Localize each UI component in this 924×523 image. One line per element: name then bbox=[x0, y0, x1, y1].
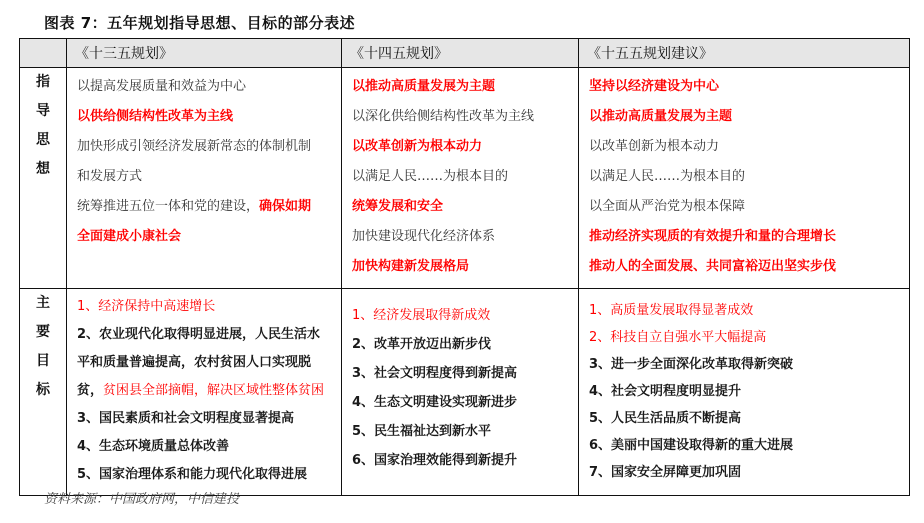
list-item: 2、改革开放迈出新步伐 bbox=[352, 337, 492, 352]
cell-15th-goals bbox=[579, 289, 910, 496]
row-label-char: 思 bbox=[36, 132, 50, 148]
list-item: 4、生态环境质量总体改善 bbox=[77, 439, 230, 454]
list-item: 以满足人民……为根本目的 bbox=[352, 169, 509, 184]
row-label-main-goals bbox=[20, 289, 67, 496]
list-item: 加快构建新发展格局 bbox=[352, 259, 470, 274]
row-label-char: 想 bbox=[36, 161, 50, 177]
row-label-char: 主 bbox=[36, 295, 50, 311]
list-item: 推动人的全面发展、共同富裕迈出坚实步伐 bbox=[589, 259, 837, 274]
list-item: 以改革创新为根本动力 bbox=[589, 139, 720, 154]
list-item: 4、社会文明程度明显提升 bbox=[589, 384, 742, 399]
list-item: 1、高质量发展取得显著成效 bbox=[589, 303, 754, 318]
highlighted-text: 确保如期 bbox=[259, 199, 312, 214]
list-item: 3、社会文明程度得到新提高 bbox=[352, 366, 518, 381]
list-item: 以供给侧结构性改革为主线 bbox=[77, 109, 234, 124]
cell-13th-guiding bbox=[67, 68, 342, 289]
list-item: 推动经济实现质的有效提升和量的合理增长 bbox=[589, 229, 837, 244]
list-item: 5、国家治理体系和能力现代化取得进展 bbox=[77, 467, 308, 482]
row-label-char: 要 bbox=[36, 324, 50, 340]
list-item: 1、经济保持中高速增长 bbox=[77, 299, 216, 314]
list-item: 2、农业现代化取得明显进展，人民生活水 bbox=[77, 327, 321, 342]
figure-title: 图表 7：五年规划指导思想、目标的部分表述 bbox=[44, 14, 356, 32]
list-item: 以推动高质量发展为主题 bbox=[589, 109, 733, 124]
list-item: 统筹发展和安全 bbox=[352, 199, 444, 214]
header-14th-plan: 《十四五规划》 bbox=[342, 39, 579, 68]
row-label-guiding-thought bbox=[20, 68, 67, 289]
list-item: 6、国家治理效能得到新提升 bbox=[352, 453, 518, 468]
list-item: 4、生态文明建设实现新进步 bbox=[352, 395, 518, 410]
list-item: 6、美丽中国建设取得新的重大进展 bbox=[589, 438, 794, 453]
row-label-char: 目 bbox=[36, 353, 50, 369]
plain-text: 贫， bbox=[77, 383, 104, 398]
header-corner-cell bbox=[20, 39, 67, 68]
header-15th-plan-proposal: 《十五五规划建议》 bbox=[579, 39, 910, 68]
list-item: 全面建成小康社会 bbox=[77, 229, 182, 244]
list-item: 加快建设现代化经济体系 bbox=[352, 229, 496, 244]
list-item: 以深化供给侧结构性改革为主线 bbox=[352, 109, 535, 124]
row-main-goals bbox=[20, 289, 910, 496]
list-item: 以推动高质量发展为主题 bbox=[352, 79, 496, 94]
list-item: 坚持以经济建设为中心 bbox=[589, 79, 720, 94]
highlighted-text: 贫困县全部摘帽，解决区域性整体贫困 bbox=[103, 383, 325, 398]
source-note: 资料来源：中国政府网，中信建投 bbox=[44, 492, 240, 507]
list-item: 以改革创新为根本动力 bbox=[352, 139, 483, 154]
list-item: 平和质量普遍提高，农村贫困人口实现脱 bbox=[77, 355, 312, 370]
row-guiding-thought bbox=[20, 68, 910, 289]
list-item: 和发展方式 bbox=[77, 169, 143, 184]
list-item: 加快形成引领经济发展新常态的体制机制 bbox=[77, 139, 312, 154]
list-item: 2、科技自立自强水平大幅提高 bbox=[589, 330, 767, 345]
list-item: 以提高发展质量和效益为中心 bbox=[77, 79, 247, 94]
list-item bbox=[77, 192, 333, 222]
plain-text: 统筹推进五位一体和党的建设， bbox=[77, 199, 260, 214]
list-item: 7、国家安全屏障更加巩固 bbox=[589, 465, 742, 480]
header-row bbox=[20, 39, 910, 68]
list-item: 以全面从严治党为根本保障 bbox=[589, 199, 746, 214]
cell-14th-guiding bbox=[342, 68, 579, 289]
row-label-char: 导 bbox=[36, 103, 50, 119]
list-item: 5、民生福祉达到新水平 bbox=[352, 424, 492, 439]
row-label-char: 指 bbox=[36, 74, 50, 90]
five-year-plan-table bbox=[19, 38, 910, 496]
list-item: 以满足人民……为根本目的 bbox=[589, 169, 746, 184]
cell-13th-goals bbox=[67, 289, 342, 496]
row-label-char: 标 bbox=[36, 382, 50, 398]
list-item: 1、经济发展取得新成效 bbox=[352, 308, 491, 323]
cell-14th-goals bbox=[342, 289, 579, 496]
list-item: 5、人民生活品质不断提高 bbox=[589, 411, 742, 426]
cell-15th-guiding bbox=[579, 68, 910, 289]
header-13th-plan: 《十三五规划》 bbox=[67, 39, 342, 68]
list-item: 3、国民素质和社会文明程度显著提高 bbox=[77, 411, 295, 426]
list-item: 3、进一步全面深化改革取得新突破 bbox=[589, 357, 794, 372]
list-item bbox=[77, 377, 333, 405]
